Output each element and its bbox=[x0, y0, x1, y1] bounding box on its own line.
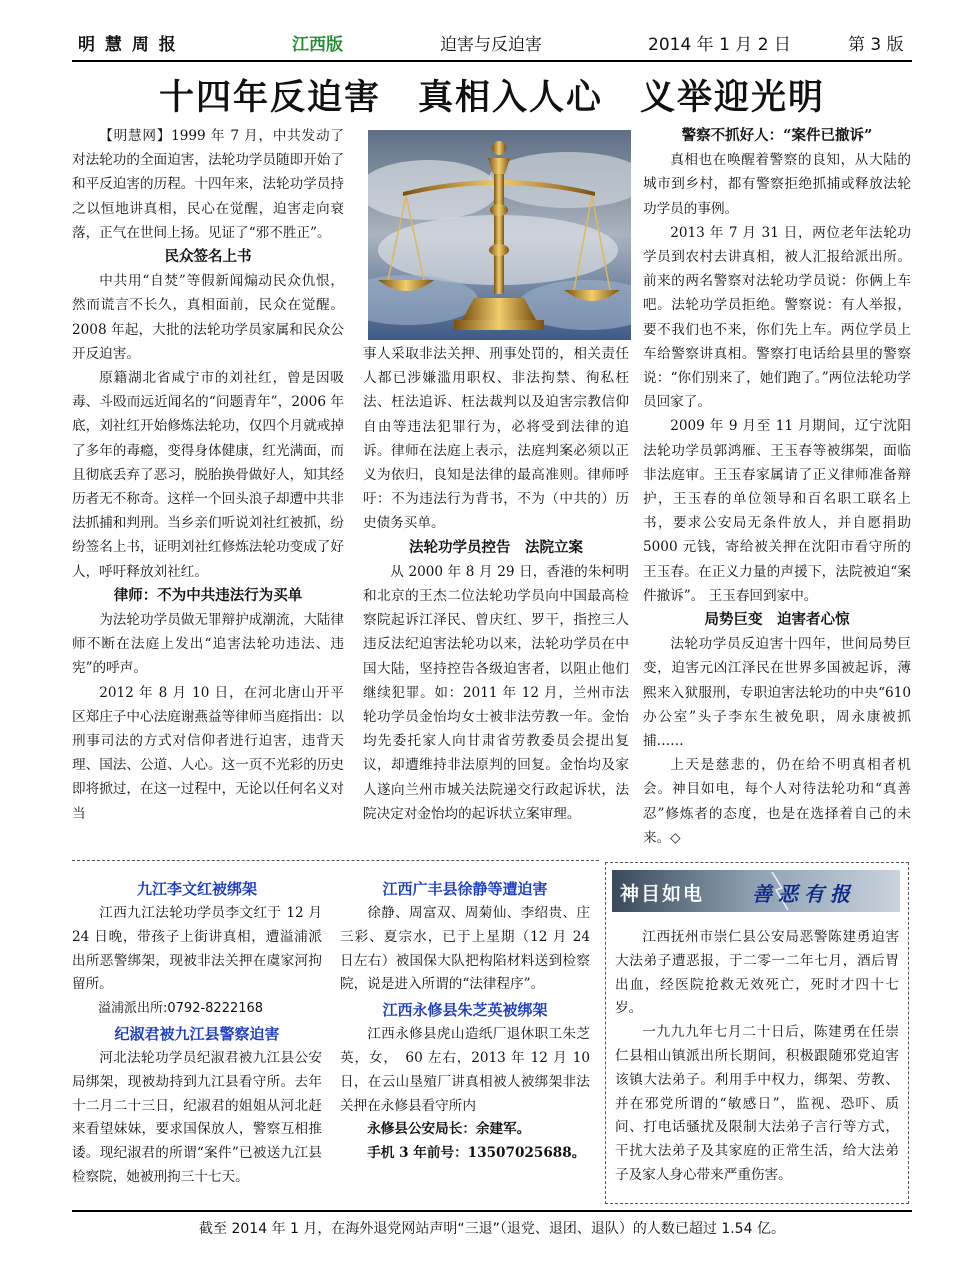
retribution-text bbox=[615, 926, 899, 1188]
paragraph: 原籍湖北省咸宁市的刘社红，曾是因吸毒、斗殴而远近闻名的“问题青年”，2006 年底，刘社红开始修炼法轮功，仅四个月就戒掉了多年的毒瘾，变得身体健康，红光满面，而且彻底丢弃了恶习，脱胎换骨做好人，知其经历者无不称奇。这样一个回头浪子却遭中共非法抓捕和判刑。当乡亲们听说刘社红被抓，纷纷签名上书，证明刘社红修炼法轮功变成了好人，呼吁释放刘社红。 bbox=[72, 370, 344, 580]
subhead-petition: 民众签名上书 bbox=[164, 248, 252, 266]
news-contact-zhu-2: 手机 3 年前号：13507025688。 bbox=[367, 1145, 586, 1162]
paragraph: 上天是慈悲的，仍在给不明真相者机会。神目如电，每个人对待法轮功和“真善忍”修炼者的态度，也是在选择着自己的未来。◇ bbox=[643, 757, 911, 846]
page-number: 第 3 版 bbox=[848, 35, 904, 55]
article-col-2 bbox=[363, 342, 629, 826]
edition-label: 江西版 bbox=[292, 35, 343, 55]
news-contact-zhu-1: 永修县公安局长：余建军。 bbox=[367, 1121, 531, 1138]
section-label: 迫害与反迫害 bbox=[440, 35, 542, 55]
banner-text-left: 神目如电 bbox=[620, 883, 705, 905]
news-title-ji: 纪淑君被九江县警察迫害 bbox=[114, 1024, 280, 1043]
footer-notice: 截至 2014 年 1 月，在海外退党网站声明“三退”（退党、退团、退队）的人数已超过 1.54 亿。 bbox=[199, 1221, 785, 1237]
issue-date: 2014 年 1 月 2 日 bbox=[648, 35, 791, 55]
article-col-3 bbox=[643, 124, 911, 850]
news-col-left bbox=[72, 876, 322, 1190]
subhead-police: 警察不抓好人：“案件已撤诉” bbox=[681, 127, 873, 144]
header-rule bbox=[72, 60, 912, 62]
paragraph: 2013 年 7 月 31 日，两位老年法轮功学员到农村去讲真相，被人汇报给派出所。前来的两名警察对法轮功学员说：你俩上车吧。法轮功学员拒绝。警察说：有人举报，要不我们也不来，你们先上车。两位学员上车给警察讲真相。警察打电话给县里的警察说：“你们别来了，她们跑了。”两位法轮功学员回家了。 bbox=[643, 224, 911, 411]
banner-text-right: 善恶有报 bbox=[752, 882, 856, 906]
news-contact-li: 溢浦派出所:0792-8222168 bbox=[98, 1001, 264, 1017]
article-col-1 bbox=[72, 124, 344, 826]
retribution-paragraph-1: 江西抚州市崇仁县公安局恶警陈建勇迫害大法弟子遭恶报，于二零一二年七月，酒后胃出血，经医院抢救无效死亡，死时才四十七岁。 bbox=[615, 929, 899, 1017]
paragraph: 从 2000 年 8 月 29 日，香港的朱柯明和北京的王杰二位法轮功学员向中国最高检察院起诉江泽民、曾庆红、罗干，指控三人违反法纪迫害法轮功以来，法轮功学员在中国大陆，坚持控告各级迫害者，以阻止他们继续犯罪。如：2011 年 12 月，兰州市法轮功学员金怡均女士被非法劳教一年。金怡均先委托家人向甘肃省劳教委员会提出复议，却遭维持非法原判的回复。金怡均及家人遂向兰州市城关法院递交行政起诉状，法院决定对金怡均的起诉状立案审理。 bbox=[363, 563, 629, 822]
lead-paragraph: 【明慧网】1999 年 7 月，中共发动了对法轮功的全面迫害，法轮功学员随即开始了和平反迫害的历程。十四年来，法轮功学员持之以恒地讲真相，民心在觉醒，迫害走向衰落，正气在世间上扬。见证了“邪不胜正”。 bbox=[72, 128, 344, 241]
paragraph: 真相也在唤醒着警察的良知，从大陆的城市到乡村，都有警察拒绝抓捕或释放法轮功学员的事例。 bbox=[643, 152, 911, 217]
masthead: 明 慧 周 报 bbox=[78, 35, 178, 55]
paragraph: 为法轮功学员做无罪辩护成潮流，大陆律师不断在法庭上发出“追害法轮功违法、违宪”的呼声。 bbox=[72, 612, 344, 677]
news-body-li: 江西九江法轮功学员李文红于 12 月 24 日晚，带孩子上街讲真相，遭溢浦派出所恶警绑架，现被非法关押在虞家河拘留所。 bbox=[72, 905, 322, 993]
section-divider bbox=[72, 860, 599, 861]
footer-rule bbox=[72, 1210, 912, 1212]
paragraph-continued: 事人采取非法关押、刑事处罚的，相关责任人都已涉嫌滥用职权、非法拘禁、徇私枉法、枉法追诉、枉法裁判以及迫害宗教信仰自由等违法犯罪行为，必将受到法律的追诉。律师在法庭上表示，法庭判案必须以正义为依归，良知是法律的最高准则。律师呼吁：不为违法行为背书，不为（中共的）历史债务买单。 bbox=[363, 346, 629, 532]
news-body-ji: 河北法轮功学员纪淑君被九江县公安局绑架，现被劫持到九江县看守所。去年十二月二十三日，纪淑君的姐姐从河北赶来看望妹妹，要求国保放人，警察互相推诿。现纪淑君的所谓“案件”已被送九江县检察院，她被刑拘三十七天。 bbox=[72, 1049, 322, 1185]
paragraph: 法轮功学员反迫害十四年，世间局势巨变，迫害元凶江泽民在世界多国被起诉，薄熙来入狱服刑，专职迫害法轮功的中央“610 办公室”头子李东生被免职，周永康被抓捕…… bbox=[643, 636, 911, 750]
subhead-change: 局势巨变 迫害者心惊 bbox=[704, 611, 850, 629]
news-body-zhu: 江西永修县虎山造纸厂退休职工朱芝英，女， 60 左右，2013 年 12 月 10 日，在云山垦殖厂讲真相被人被绑架非法关押在永修县看守所内 bbox=[340, 1026, 590, 1114]
paragraph: 中共用“自焚”等假新闻煽动民众仇恨，然而谎言不长久，真相面前，民众在觉醒。2008 年起，大批的法轮功学员家属和民众公开反迫害。 bbox=[72, 273, 344, 362]
news-title-li: 九江李文红被绑架 bbox=[136, 880, 257, 898]
subhead-lawyers: 律师：不为中共违法行为买单 bbox=[113, 586, 303, 604]
subhead-lawsuit: 法轮功学员控告 法院立案 bbox=[409, 538, 583, 556]
news-title-xu: 江西广丰县徐静等遭迫害 bbox=[382, 880, 548, 898]
scales-of-justice-icon bbox=[368, 130, 631, 340]
retribution-paragraph-2: 一九九九年七月二十日后，陈建勇在任崇仁县相山镇派出所长期间，积极跟随邪党迫害该镇大法弟子。利用手中权力，绑架、劳教、并在邪党所谓的“敏感日”，监视、恐吓、质问、打电话骚扰及限制大法弟子言行等方式，干扰大法弟子及其家庭的正常生活，给大法弟子及家人身心带来严重伤害。 bbox=[615, 1024, 899, 1183]
headline: 十四年反迫害 真相入人心 义举迎光明 bbox=[158, 77, 825, 118]
paragraph: 2009 年 9 月至 11 月期间，辽宁沈阳法轮功学员郭鸿雁、王玉春等被绑架，面临非法庭审。王玉春家属请了正义律师准备辩护，王玉春的单位领导和百名职工联名上书，要求公安局无条件放人，并自愿捐助 5000 元钱，寄给被关押在沈阳市看守所的王玉春。在正义力量的声援下，法院被迫“案件撤诉”。 王玉春回到家中。 bbox=[643, 418, 911, 604]
paragraph: 2012 年 8 月 10 日，在河北唐山开平区郑庄子中心法庭谢燕益等律师当庭指出：以刑事司法的方式对信仰者进行迫害，违背天理、国法、公道、人心。这一页不光彩的历史即将掀过，在这一过程中，无论以任何名义对当 bbox=[72, 684, 344, 822]
news-col-middle bbox=[340, 876, 590, 1166]
news-body-xu: 徐静、周富双、周菊仙、李绍贵、庄三彩、夏宗水，已于上星期（12 月 24 日左右）被国保大队把构陷材料送到检察院，说是进入所谓的“法律程序”。 bbox=[340, 905, 590, 993]
news-title-zhu: 江西永修县朱芝英被绑架 bbox=[382, 1001, 548, 1020]
retribution-banner bbox=[612, 870, 900, 912]
